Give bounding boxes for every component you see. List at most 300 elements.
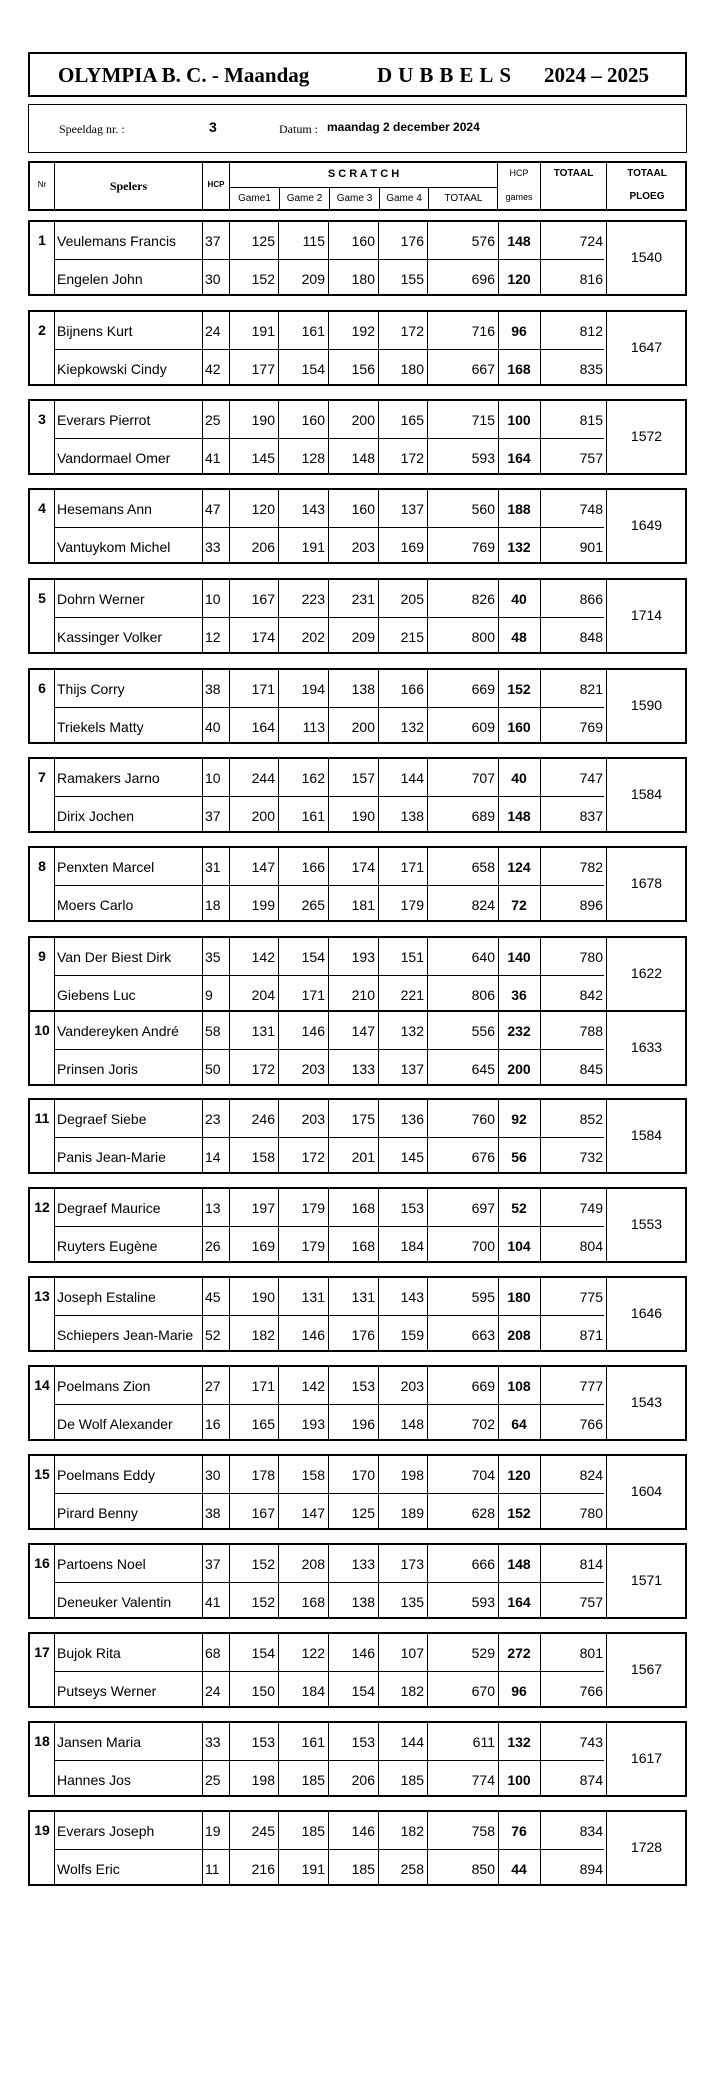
- player-hcp-games: 132: [507, 1734, 531, 1750]
- player-name: Giebens Luc: [57, 987, 136, 1003]
- player-g4: 203: [400, 1378, 424, 1394]
- player-name: Bujok Rita: [57, 1645, 121, 1661]
- player-hcp: 41: [205, 1594, 221, 1610]
- player-g1: 190: [251, 1289, 275, 1305]
- player-g2: 202: [301, 629, 325, 645]
- player-g2: 194: [301, 681, 325, 697]
- player-hcp: 41: [205, 450, 221, 466]
- player-g4: 198: [400, 1467, 424, 1483]
- player-hcp-games: 148: [507, 233, 531, 249]
- player-total: 804: [579, 1238, 603, 1254]
- team-block: [28, 936, 687, 1012]
- player-g3: 138: [351, 1594, 375, 1610]
- player-name: Jansen Maria: [57, 1734, 142, 1750]
- column-divider: [202, 1367, 203, 1439]
- team-block: [28, 220, 687, 296]
- player-scratch-total: 824: [471, 897, 495, 913]
- player-g2: 162: [301, 770, 325, 786]
- player-scratch-total: 716: [471, 323, 495, 339]
- player-g3: 153: [351, 1734, 375, 1750]
- player-g4: 107: [400, 1645, 424, 1661]
- team-block: [28, 1543, 687, 1619]
- player-g2: 154: [301, 361, 325, 377]
- column-divider: [54, 1367, 55, 1439]
- team-total: 1622: [630, 965, 663, 981]
- team-block: [28, 668, 687, 744]
- column-divider: [202, 1278, 203, 1350]
- player-g4: 176: [400, 233, 424, 249]
- player-hcp: 11: [205, 1861, 220, 1877]
- player-g2: 191: [301, 1861, 325, 1877]
- player-total: 743: [579, 1734, 603, 1750]
- player-g2: 146: [301, 1023, 325, 1039]
- player-g4: 185: [400, 1772, 424, 1788]
- player-g1: 198: [251, 1772, 275, 1788]
- column-divider: [202, 490, 203, 562]
- player-g1: 167: [251, 1505, 275, 1521]
- player-hcp: 38: [205, 1505, 221, 1521]
- team-block: [28, 1365, 687, 1441]
- player-total: 821: [579, 681, 603, 697]
- player-g4: 205: [400, 591, 424, 607]
- team-total: 1649: [630, 517, 663, 533]
- player-hcp: 33: [205, 1734, 221, 1750]
- team-block: [28, 846, 687, 922]
- team-total: 1572: [630, 428, 663, 444]
- player-name: De Wolf Alexander: [57, 1416, 173, 1432]
- player-g3: 190: [351, 808, 375, 824]
- column-divider: [202, 401, 203, 473]
- player-g2: 223: [301, 591, 325, 607]
- team-block: [28, 1810, 687, 1886]
- player-g3: 231: [351, 591, 375, 607]
- player-name: Poelmans Zion: [57, 1378, 151, 1394]
- player-hcp-games: 180: [507, 1289, 531, 1305]
- player-g3: 185: [351, 1861, 375, 1877]
- player-total: 801: [579, 1645, 603, 1661]
- player-hcp-games: 92: [511, 1111, 527, 1127]
- player-g3: 176: [351, 1327, 375, 1343]
- player-g1: 178: [251, 1467, 275, 1483]
- player-g2: 160: [301, 412, 325, 428]
- team-total: 1553: [630, 1216, 663, 1232]
- player-hcp: 37: [205, 808, 221, 824]
- player-g3: 157: [351, 770, 375, 786]
- player-scratch-total: 666: [471, 1556, 495, 1572]
- header-hcp: [202, 163, 229, 209]
- column-divider: [54, 312, 55, 384]
- player-hcp-games: 124: [507, 859, 531, 875]
- player-name: Deneuker Valentin: [57, 1594, 172, 1610]
- player-hcp: 37: [205, 233, 221, 249]
- player-g4: 153: [400, 1200, 424, 1216]
- column-divider: [54, 1456, 55, 1528]
- player-g1: 246: [251, 1111, 275, 1127]
- player-g4: 171: [400, 859, 424, 875]
- player-g2: 209: [301, 271, 325, 287]
- player-g2: 161: [301, 323, 325, 339]
- player-g4: 138: [400, 808, 424, 824]
- player-g3: 170: [351, 1467, 375, 1483]
- header-game4: Game 4: [379, 187, 428, 211]
- player-g3: 154: [351, 1683, 375, 1699]
- player-hcp: 27: [205, 1378, 221, 1394]
- player-g1: 152: [251, 1594, 275, 1610]
- player-g3: 203: [351, 539, 375, 555]
- player-g2: 184: [301, 1683, 325, 1699]
- player-total: 874: [579, 1772, 603, 1788]
- column-divider: [202, 848, 203, 920]
- team-block: [28, 1187, 687, 1263]
- player-name: Dohrn Werner: [57, 591, 145, 607]
- player-g2: 185: [301, 1823, 325, 1839]
- team-number: 3: [38, 411, 46, 427]
- player-hcp: 58: [205, 1023, 221, 1039]
- player-g4: 182: [400, 1683, 424, 1699]
- player-scratch-total: 640: [471, 949, 495, 965]
- header-spelers-label: Spelers: [109, 179, 148, 193]
- player-name: Ruyters Eugène: [57, 1238, 158, 1254]
- player-hcp-games: 164: [507, 450, 531, 466]
- player-name: Schiepers Jean-Marie: [57, 1327, 194, 1343]
- column-divider: [202, 580, 203, 652]
- player-g3: 180: [351, 271, 375, 287]
- team-number: 5: [38, 590, 46, 606]
- team-total: 1714: [630, 607, 663, 623]
- player-scratch-total: 715: [471, 412, 495, 428]
- player-g2: 166: [301, 859, 325, 875]
- header-nr-label: Nr: [37, 180, 47, 189]
- player-g2: 142: [301, 1378, 325, 1394]
- player-g3: 146: [351, 1645, 375, 1661]
- player-g3: 200: [351, 719, 375, 735]
- team-block: [28, 1098, 687, 1174]
- column-divider: [54, 1545, 55, 1617]
- player-hcp: 38: [205, 681, 221, 697]
- player-hcp-games: 56: [511, 1149, 527, 1165]
- column-divider: [54, 222, 55, 294]
- team-block: [28, 310, 687, 386]
- player-g4: 165: [400, 412, 424, 428]
- player-total: 724: [579, 233, 603, 249]
- player-hcp: 19: [205, 1823, 221, 1839]
- table-header: [28, 161, 687, 211]
- player-hcp: 30: [205, 1467, 221, 1483]
- team-total: 1604: [630, 1483, 663, 1499]
- header-totaal-ploeg: [606, 163, 687, 209]
- player-g4: 173: [400, 1556, 424, 1572]
- player-total: 780: [579, 949, 603, 965]
- player-g1: 199: [251, 897, 275, 913]
- player-g3: 147: [351, 1023, 375, 1039]
- team-number: 10: [34, 1022, 50, 1038]
- column-divider: [54, 490, 55, 562]
- player-total: 732: [579, 1149, 603, 1165]
- player-scratch-total: 663: [471, 1327, 495, 1343]
- player-scratch-total: 609: [471, 719, 495, 735]
- player-g3: 133: [351, 1556, 375, 1572]
- team-total: 1728: [630, 1839, 663, 1855]
- header-hcp-label: HCP: [207, 180, 225, 189]
- player-hcp-games: 76: [511, 1823, 527, 1839]
- team-block: [28, 1454, 687, 1530]
- player-g4: 145: [400, 1149, 424, 1165]
- player-name: Van Der Biest Dirk: [57, 949, 172, 965]
- header-hcp-games-bottom: games: [505, 192, 533, 202]
- player-g4: 135: [400, 1594, 424, 1610]
- column-divider: [54, 1278, 55, 1350]
- team-number: 9: [38, 948, 46, 964]
- player-scratch-total: 669: [471, 1378, 495, 1394]
- player-hcp-games: 148: [507, 808, 531, 824]
- team-number: 18: [34, 1733, 50, 1749]
- column-divider: [54, 1189, 55, 1261]
- player-hcp-games: 104: [507, 1238, 531, 1254]
- player-hcp: 40: [205, 719, 221, 735]
- team-block: [28, 757, 687, 833]
- club-title: OLYMPIA B. C. - Maandag: [58, 63, 310, 87]
- player-g2: 185: [301, 1772, 325, 1788]
- player-hcp: 12: [205, 629, 221, 645]
- player-g1: 154: [251, 1645, 275, 1661]
- team-total: 1647: [630, 339, 663, 355]
- player-name: Moers Carlo: [57, 897, 134, 913]
- player-name: Kiepkowski Cindy: [57, 361, 167, 377]
- player-scratch-total: 826: [471, 591, 495, 607]
- player-g2: 158: [301, 1467, 325, 1483]
- header-totaal-label: TOTAAL: [553, 168, 594, 179]
- player-g4: 258: [400, 1861, 424, 1877]
- player-g4: 189: [400, 1505, 424, 1521]
- player-g1: 177: [251, 361, 275, 377]
- player-g1: 131: [251, 1023, 275, 1039]
- header-totaal-scratch: TOTAAL: [428, 187, 498, 211]
- team-number: 1: [38, 232, 46, 248]
- player-g1: 152: [251, 271, 275, 287]
- column-divider: [202, 1189, 203, 1261]
- player-g2: 179: [301, 1200, 325, 1216]
- player-name: Degraef Siebe: [57, 1111, 147, 1127]
- player-g2: 154: [301, 949, 325, 965]
- player-total: 782: [579, 859, 603, 875]
- player-g3: 196: [351, 1416, 375, 1432]
- player-scratch-total: 593: [471, 450, 495, 466]
- player-g1: 174: [251, 629, 275, 645]
- player-scratch-total: 670: [471, 1683, 495, 1699]
- player-g1: 182: [251, 1327, 275, 1343]
- player-name: Panis Jean-Marie: [57, 1149, 166, 1165]
- player-hcp-games: 160: [507, 719, 531, 735]
- player-scratch-total: 700: [471, 1238, 495, 1254]
- team-number: 6: [38, 680, 46, 696]
- team-number: 17: [34, 1644, 50, 1660]
- player-g2: 128: [301, 450, 325, 466]
- player-scratch-total: 760: [471, 1111, 495, 1127]
- player-g3: 131: [351, 1289, 375, 1305]
- player-g4: 155: [400, 271, 424, 287]
- player-scratch-total: 758: [471, 1823, 495, 1839]
- player-g1: 204: [251, 987, 275, 1003]
- player-total: 852: [579, 1111, 603, 1127]
- team-total: 1584: [630, 786, 663, 802]
- team-total: 1584: [630, 1127, 663, 1143]
- player-g3: 174: [351, 859, 375, 875]
- player-g2: 168: [301, 1594, 325, 1610]
- player-hcp-games: 152: [507, 681, 531, 697]
- player-hcp-games: 168: [507, 361, 531, 377]
- player-hcp-games: 120: [507, 1467, 531, 1483]
- player-hcp-games: 48: [511, 629, 527, 645]
- player-g2: 203: [301, 1061, 325, 1077]
- player-total: 848: [579, 629, 603, 645]
- player-total: 757: [579, 1594, 603, 1610]
- player-g4: 172: [400, 450, 424, 466]
- player-scratch-total: 676: [471, 1149, 495, 1165]
- player-name: Triekels Matty: [57, 719, 144, 735]
- info-bar: [28, 104, 687, 153]
- player-g2: 265: [301, 897, 325, 913]
- team-number: 4: [38, 500, 46, 516]
- team-number: 14: [34, 1377, 50, 1393]
- competition-type: DUBBELS: [377, 63, 518, 87]
- player-hcp-games: 96: [511, 323, 527, 339]
- player-hcp: 10: [205, 591, 221, 607]
- player-g3: 181: [351, 897, 375, 913]
- header-totaal: [540, 163, 606, 209]
- player-g2: 147: [301, 1505, 325, 1521]
- player-g1: 165: [251, 1416, 275, 1432]
- player-hcp-games: 164: [507, 1594, 531, 1610]
- player-hcp-games: 232: [507, 1023, 531, 1039]
- player-g1: 172: [251, 1061, 275, 1077]
- player-g1: 169: [251, 1238, 275, 1254]
- player-hcp-games: 188: [507, 501, 531, 517]
- player-g4: 137: [400, 1061, 424, 1077]
- player-g1: 206: [251, 539, 275, 555]
- player-name: Joseph Estaline: [57, 1289, 156, 1305]
- player-scratch-total: 645: [471, 1061, 495, 1077]
- player-name: Veulemans Francis: [57, 233, 177, 249]
- player-total: 747: [579, 770, 603, 786]
- player-name: Vandereyken André: [57, 1023, 179, 1039]
- player-hcp: 23: [205, 1111, 221, 1127]
- player-g3: 175: [351, 1111, 375, 1127]
- player-total: 837: [579, 808, 603, 824]
- team-block: [28, 1276, 687, 1352]
- player-hcp: 13: [205, 1200, 221, 1216]
- player-g3: 209: [351, 629, 375, 645]
- player-g2: 171: [301, 987, 325, 1003]
- player-g2: 203: [301, 1111, 325, 1127]
- player-total: 780: [579, 1505, 603, 1521]
- player-g2: 115: [302, 233, 325, 249]
- player-g2: 131: [301, 1289, 325, 1305]
- player-g1: 152: [251, 1556, 275, 1572]
- player-g4: 166: [400, 681, 424, 697]
- player-hcp-games: 96: [511, 1683, 527, 1699]
- player-g4: 184: [400, 1238, 424, 1254]
- column-divider: [54, 1100, 55, 1172]
- player-g4: 132: [400, 1023, 424, 1039]
- player-hcp-games: 40: [511, 770, 527, 786]
- team-block: [28, 1010, 687, 1086]
- player-g2: 113: [302, 719, 325, 735]
- team-number: 16: [34, 1555, 50, 1571]
- player-g4: 144: [400, 1734, 424, 1750]
- header-totaal-ploeg-bottom: PLOEG: [629, 191, 665, 202]
- player-total: 842: [579, 987, 603, 1003]
- player-name: Vantuykom Michel: [57, 539, 171, 555]
- player-name: Prinsen Joris: [57, 1061, 138, 1077]
- player-total: 815: [579, 412, 603, 428]
- team-block: [28, 578, 687, 654]
- player-hcp-games: 52: [511, 1200, 527, 1216]
- player-total: 866: [579, 591, 603, 607]
- player-hcp: 31: [205, 859, 221, 875]
- player-name: Degraef Maurice: [57, 1200, 161, 1216]
- header-scratch: [229, 163, 498, 209]
- player-total: 766: [579, 1683, 603, 1699]
- player-hcp: 24: [205, 1683, 221, 1699]
- player-total: 788: [579, 1023, 603, 1039]
- column-divider: [202, 1012, 203, 1084]
- player-scratch-total: 595: [471, 1289, 495, 1305]
- player-total: 894: [579, 1861, 603, 1877]
- player-name: Engelen John: [57, 271, 143, 287]
- player-g3: 160: [351, 501, 375, 517]
- player-hcp-games: 148: [507, 1556, 531, 1572]
- team-number: 13: [34, 1288, 50, 1304]
- player-scratch-total: 702: [471, 1416, 495, 1432]
- player-hcp-games: 108: [507, 1378, 531, 1394]
- player-hcp-games: 64: [511, 1416, 527, 1432]
- column-divider: [202, 1812, 203, 1884]
- player-g4: 151: [400, 949, 424, 965]
- column-divider: [54, 1012, 55, 1084]
- team-block: [28, 399, 687, 475]
- column-divider: [54, 1723, 55, 1795]
- column-divider: [202, 759, 203, 831]
- player-hcp: 37: [205, 1556, 221, 1572]
- player-hcp-games: 36: [511, 987, 527, 1003]
- player-g3: 210: [351, 987, 375, 1003]
- datum-label: Datum :: [279, 122, 318, 136]
- team-number: 11: [34, 1110, 50, 1126]
- player-g2: 179: [301, 1238, 325, 1254]
- team-number: 8: [38, 858, 46, 874]
- player-total: 901: [579, 539, 603, 555]
- player-total: 834: [579, 1823, 603, 1839]
- player-hcp: 26: [205, 1238, 221, 1254]
- player-g3: 206: [351, 1772, 375, 1788]
- player-scratch-total: 628: [471, 1505, 495, 1521]
- player-scratch-total: 593: [471, 1594, 495, 1610]
- player-g1: 167: [251, 591, 275, 607]
- player-scratch-total: 689: [471, 808, 495, 824]
- column-divider: [54, 848, 55, 920]
- player-hcp-games: 40: [511, 591, 527, 607]
- header-hcp-games-top: HCP: [509, 168, 529, 178]
- player-scratch-total: 697: [471, 1200, 495, 1216]
- player-hcp-games: 208: [507, 1327, 531, 1343]
- player-g2: 172: [301, 1149, 325, 1165]
- team-total: 1633: [630, 1039, 663, 1055]
- header-game2: Game 2: [279, 187, 329, 211]
- player-g4: 144: [400, 770, 424, 786]
- player-name: Partoens Noel: [57, 1556, 146, 1572]
- player-hcp: 25: [205, 1772, 221, 1788]
- player-g3: 192: [351, 323, 375, 339]
